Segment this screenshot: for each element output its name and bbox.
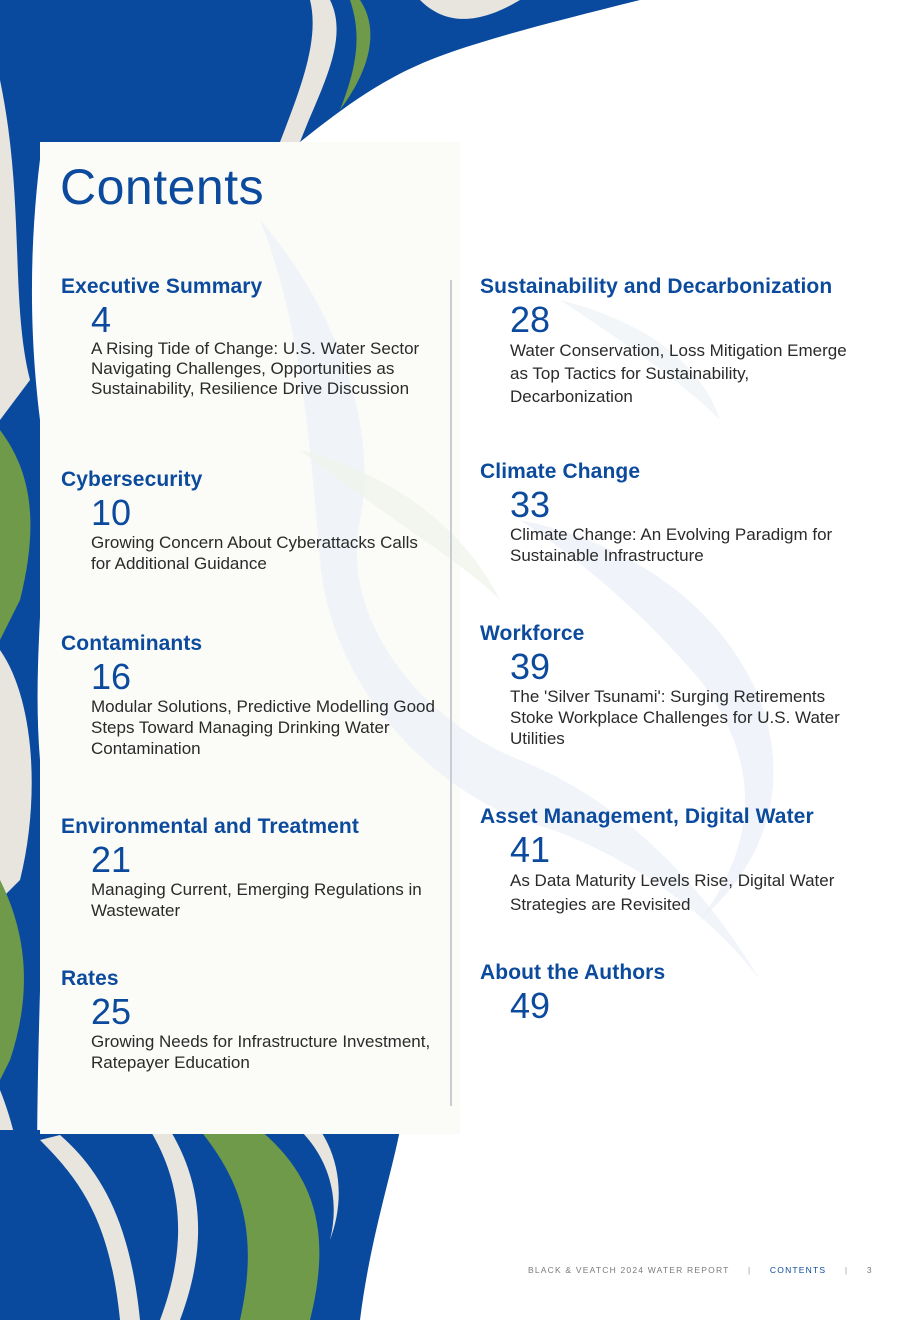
section-heading[interactable]: About the Authors <box>480 961 666 984</box>
footer-separator: | <box>747 1265 752 1275</box>
page-number[interactable]: 10 <box>91 492 132 533</box>
article-title[interactable]: Water Conservation, Loss Mitigation Emerge as Top Tactics for Sustainability, Decarbonization <box>510 341 847 406</box>
page-title: Contents <box>60 159 265 215</box>
toc-section[interactable] <box>61 632 436 759</box>
toc-section[interactable] <box>61 967 436 1073</box>
article-title[interactable]: Managing Current, Emerging Regulations in Wastewater <box>91 880 422 920</box>
page-footer <box>528 1265 873 1275</box>
footer-page-number: 3 <box>866 1265 873 1275</box>
footer-separator: | <box>844 1265 849 1275</box>
article-title[interactable]: As Data Maturity Levels Rise, Digital Water Strategies are Revisited <box>510 871 835 914</box>
toc-section[interactable] <box>480 460 850 566</box>
toc-section[interactable] <box>480 275 850 408</box>
footer-section-name: CONTENTS <box>769 1265 827 1275</box>
toc-section[interactable] <box>61 275 436 399</box>
page-number[interactable]: 21 <box>91 839 132 880</box>
page-number[interactable]: 16 <box>91 656 132 697</box>
page-number[interactable]: 4 <box>91 299 112 340</box>
page-number[interactable]: 33 <box>510 484 551 525</box>
article-title[interactable]: Growing Concern About Cyberattacks Calls for Additional Guidance <box>91 533 418 573</box>
article-title[interactable]: A Rising Tide of Change: U.S. Water Sector Navigating Challenges, Opportunities as Sustainability, Resilience Drive Discussion <box>91 339 420 398</box>
section-heading[interactable]: Workforce <box>480 622 585 645</box>
section-heading[interactable]: Climate Change <box>480 460 641 483</box>
toc-section[interactable] <box>480 622 850 749</box>
section-heading[interactable]: Contaminants <box>61 632 203 655</box>
page-number[interactable]: 25 <box>91 991 132 1032</box>
page-number[interactable]: 41 <box>510 829 551 870</box>
toc-section[interactable] <box>480 805 850 917</box>
article-title[interactable]: Climate Change: An Evolving Paradigm for Sustainable Infrastructure <box>510 525 833 565</box>
section-heading[interactable]: Sustainability and Decarbonization <box>480 275 833 298</box>
article-title[interactable]: Growing Needs for Infrastructure Investment, Ratepayer Education <box>91 1032 431 1072</box>
toc-section[interactable] <box>61 815 436 921</box>
section-heading[interactable]: Executive Summary <box>61 275 263 298</box>
page-number[interactable]: 39 <box>510 646 551 687</box>
toc-section[interactable] <box>61 468 436 574</box>
page-number[interactable]: 28 <box>510 299 551 340</box>
article-title[interactable]: The 'Silver Tsunami': Surging Retirements Stoke Workplace Challenges for U.S. Water Utilities <box>510 687 840 748</box>
section-heading[interactable]: Rates <box>61 967 119 990</box>
report-name: BLACK & VEATCH 2024 WATER REPORT <box>528 1265 730 1275</box>
section-heading[interactable]: Asset Management, Digital Water <box>480 805 814 828</box>
column-divider <box>450 280 452 1106</box>
page-number[interactable]: 49 <box>510 985 551 1026</box>
article-title[interactable]: Modular Solutions, Predictive Modelling Good Steps Toward Managing Drinking Water Contamination <box>91 697 435 758</box>
toc-section[interactable] <box>480 961 850 1026</box>
section-heading[interactable]: Environmental and Treatment <box>61 815 359 838</box>
section-heading[interactable]: Cybersecurity <box>61 468 203 491</box>
